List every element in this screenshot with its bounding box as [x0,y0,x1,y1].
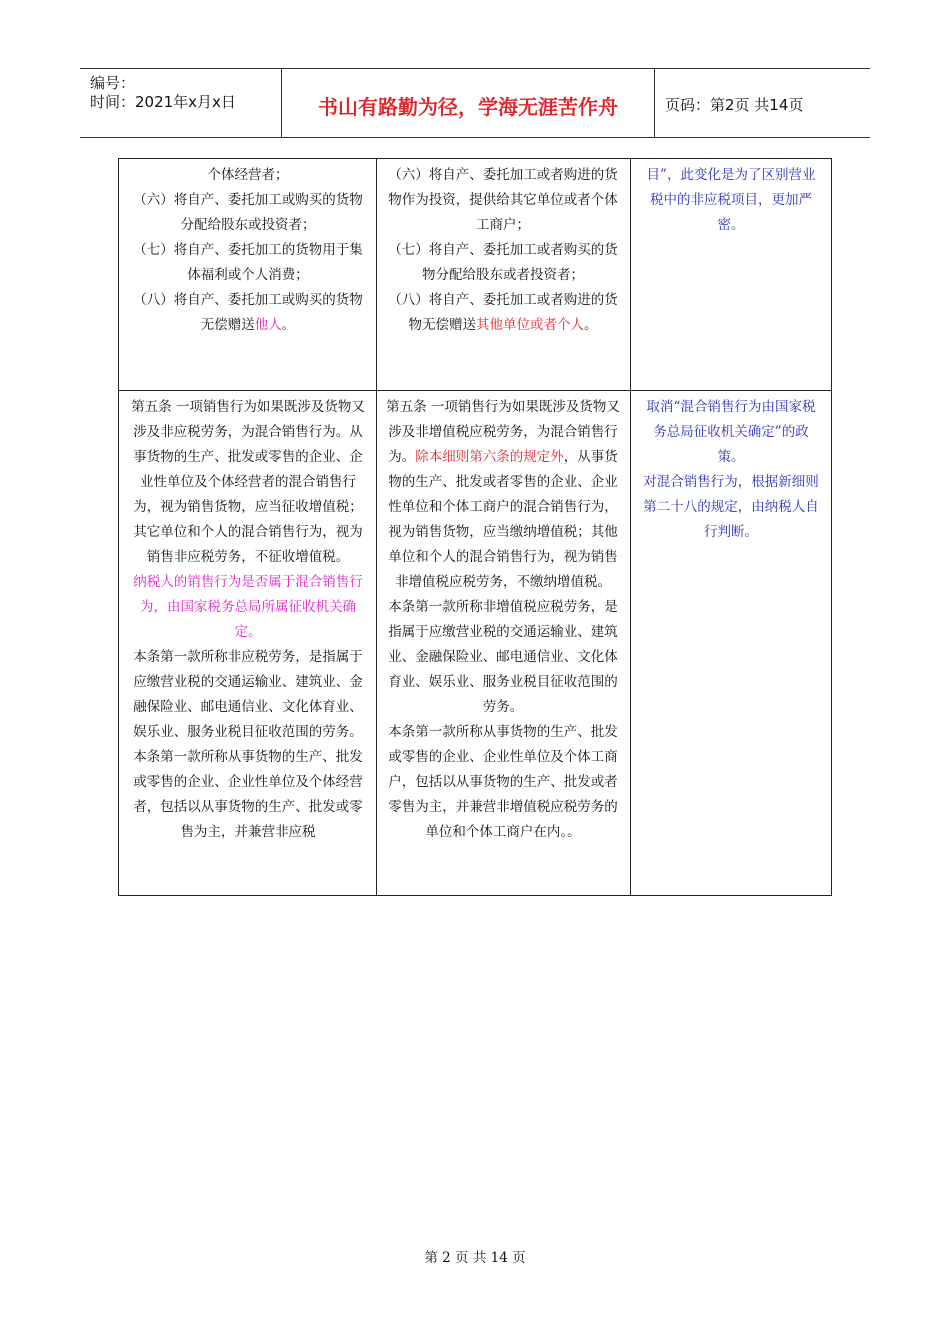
old-rule-paragraph: 第五条 一项销售行为如果既涉及货物又涉及非应税劳务，为混合销售行为。从事货物的生产、批发或零售的企业、企业性单位及个体经营者的混合销售行为，视为销售货物，应当征收增值税；其它单位和个人的混合销售行为，视为销售非应税劳务，不征收增值税。 [131,399,365,565]
note-paragraph: 目”，此变化是为了区别营业税中的非应税项目，更加严密。 [646,167,816,233]
old-rule-paragraph: 本条第一款所称从事货物的生产、批发或零售的企业、企业性单位及个体经营者，包括以从事货物的生产、批发或零售为主，并兼营非应税 [133,749,363,840]
new-rule-paragraph: 本条第一款所称非增值税应税劳务，是指属于应缴营业税的交通运输业、建筑业、金融保险业、邮电通信业、文化体育业、娱乐业、服务业税目征收范围的劳务。 [388,599,618,715]
highlight-change: 他人 [254,317,282,333]
new-rule-paragraph: （七）将自产、委托加工或者购买的货物分配给股东或者投资者； [388,242,618,283]
column-divider [376,159,377,895]
old-rule-paragraph: 纳税人的销售行为是否属于混合销售行为，由国家税务总局所属征收机关确定。 [133,574,363,640]
motto-text: 书山有路勤为径，学海无涯苦作舟 [318,95,618,119]
row-divider [119,390,831,391]
highlight-change: 其他单位或者个人 [476,317,584,333]
old-rule-paragraph: （六）将自产、委托加工或购买的货物分配给股东或投资者； [133,192,363,233]
old-rule-paragraph: （七）将自产、委托加工的货物用于集体福利或个人消费； [133,242,363,283]
doc-number-label: 编号： [90,74,136,92]
row2-notes-cell [640,395,822,545]
old-rule-paragraph: 本条第一款所称非应税劳务，是指属于应缴营业税的交通运输业、建筑业、金融保险业、邮电通信业、文化体育业、娱乐业、服务业税目征收范围的劳务。 [133,649,363,740]
new-rule-paragraph: （八）将自产、委托加工或者购进的货物无偿赠送其他单位或者个人。 [388,292,618,333]
new-rule-paragraph: （六）将自产、委托加工或者购进的货物作为投资，提供给其它单位或者个体工商户； [388,167,618,233]
page-header [80,68,870,138]
comparison-table [118,158,832,896]
header-motto-cell [282,69,655,137]
note-paragraph: 取消“混合销售行为由国家税务总局征收机关确定”的政策。 [646,399,816,465]
row1-new-rules-cell [385,163,621,338]
new-rule-paragraph: 本条第一款所称从事货物的生产、批发或零售的企业、企业性单位及个体工商户，包括以从事货物的生产、批发或者零售为主，并兼营非增值税应税劳务的单位和个体工商户在内。。 [388,724,618,840]
highlight-change: 除本细则第六条的规定外 [415,449,564,465]
column-divider [630,159,631,895]
page-indicator: 页码：第2页 共14页 [665,96,804,114]
row2-new-rules-cell [385,395,621,845]
row2-old-rules-cell [127,395,369,845]
new-rule-paragraph: 第五条 一项销售行为如果既涉及货物又涉及非增值税应税劳务，为混合销售行为。除本细则第六条的规定外，从事货物的生产、批发或者零售的企业、企业性单位和个体工商户的混合销售行为，视为销售货物，应当缴纳增值税；其他单位和个人的混合销售行为，视为销售非增值税应税劳务，不缴纳增值税。 [386,399,620,590]
header-page-cell [655,69,870,137]
note-paragraph: 对混合销售行为，根据新细则第二十八的规定，由纳税人自行判断。 [643,474,819,540]
old-rule-paragraph: 个体经营者； [207,167,289,183]
header-meta-cell [80,69,282,137]
old-rule-paragraph: （八）将自产、委托加工或购买的货物无偿赠送他人。 [133,292,363,333]
page-footer: 第 2 页 共 14 页 [424,1250,526,1266]
row1-old-rules-cell [127,163,369,338]
row1-notes-cell [640,163,822,238]
doc-time-label: 时间：2021年x月x日 [90,93,236,111]
